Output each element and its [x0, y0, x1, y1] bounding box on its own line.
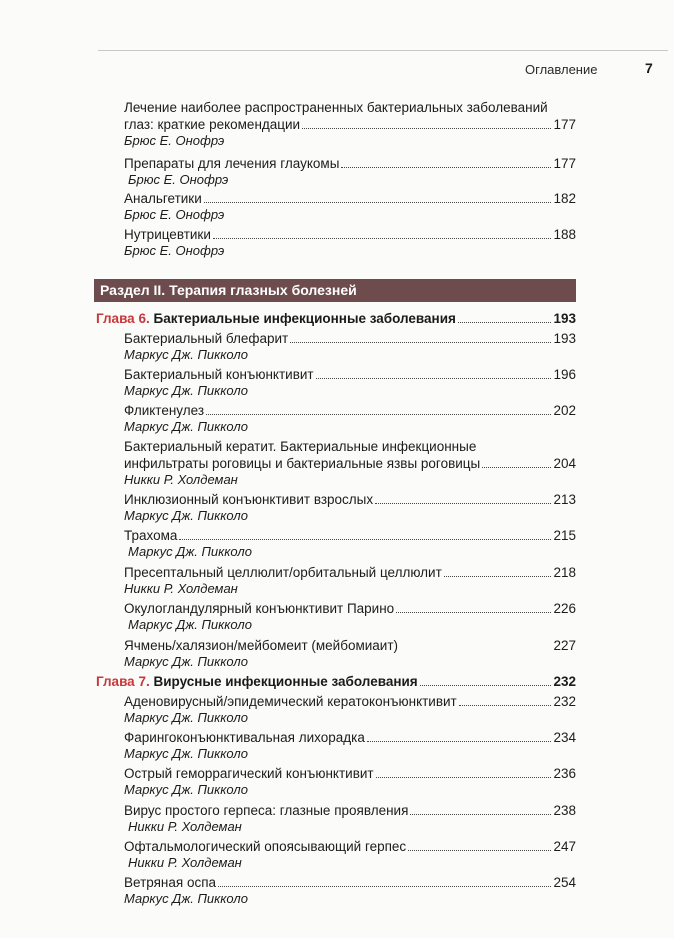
entry-title-line: Бактериальный кератит. Бактериальные инфекционные [124, 439, 477, 454]
toc-entry[interactable] [124, 637, 576, 670]
entry-title: Анальгетики [124, 191, 202, 206]
entry-row [124, 116, 576, 133]
entry-author: Маркус Дж. Пикколо [124, 419, 248, 434]
toc-entry[interactable] [124, 874, 576, 907]
toc-entry[interactable] [124, 729, 576, 762]
entry-page: 177 [553, 117, 576, 132]
entry-title-line: Лечение наиболее распространенных бактериальных заболеваний [124, 100, 548, 115]
entry-row [124, 600, 576, 617]
entry-title: Окулогландулярный конъюнктивит Парино [124, 601, 395, 616]
entry-author: Брюс Е. Онофрэ [124, 133, 225, 148]
entry-page: 193 [553, 331, 576, 346]
entry-page: 234 [553, 730, 576, 745]
entry-page: 236 [553, 766, 576, 781]
entry-row [124, 802, 576, 819]
entry-row [124, 402, 576, 419]
entry-title: Острый геморрагический конъюнктивит [124, 766, 374, 781]
entry-title: Препараты для лечения глаукомы [124, 156, 340, 171]
entry-author: Маркус Дж. Пикколо [124, 508, 248, 523]
entry-author: Никки Р. Холдеман [128, 855, 242, 870]
chapter-page: 232 [553, 674, 576, 689]
entry-author: Маркус Дж. Пикколо [124, 891, 248, 906]
entry-title: Инклюзионный конъюнктивит взрослых [124, 492, 374, 507]
entry-row [124, 729, 576, 746]
chapter-page: 193 [553, 311, 576, 326]
entry-title: Офтальмологический опоясывающий герпес [124, 839, 407, 854]
entry-author: Брюс Е. Онофрэ [124, 243, 225, 258]
entry-title: Трахома [124, 528, 178, 543]
entry-page: 188 [553, 227, 576, 242]
entry-page: 177 [553, 156, 576, 171]
entry-author: Маркус Дж. Пикколо [124, 746, 248, 761]
entry-author: Никки Р. Холдеман [124, 581, 238, 596]
entry-row [124, 226, 576, 243]
entry-title: глаз: краткие рекомендации [124, 117, 301, 132]
entry-title: Бактериальный конъюнктивит [124, 367, 314, 382]
entry-row [124, 838, 576, 855]
entry-title: Фликтенулез [124, 403, 205, 418]
entry-row [124, 637, 576, 654]
toc-entry[interactable] [124, 600, 576, 633]
entry-author: Маркус Дж. Пикколо [124, 347, 248, 362]
page-number: 7 [645, 60, 653, 76]
entry-page: 247 [553, 839, 576, 854]
entry-author: Маркус Дж. Пикколо [124, 782, 248, 797]
entry-author: Маркус Дж. Пикколо [124, 654, 248, 669]
entry-row [124, 693, 576, 710]
chapter-heading[interactable] [96, 673, 576, 690]
chapter-row [96, 673, 576, 690]
toc-entry[interactable] [124, 564, 576, 597]
entry-row [124, 155, 576, 172]
entry-title: Нутрицевтики [124, 227, 211, 242]
entry-row [124, 330, 576, 347]
entry-author: Никки Р. Холдеман [124, 472, 238, 487]
toc-entry[interactable] [124, 838, 576, 871]
entry-page: 196 [553, 367, 576, 382]
toc-entry[interactable] [124, 366, 576, 399]
entry-title: Вирус простого герпеса: глазные проявления [124, 803, 409, 818]
entry-title: инфильтраты роговицы и бактериальные язвы роговицы [124, 456, 481, 471]
entry-page: 182 [553, 191, 576, 206]
entry-row [124, 491, 576, 508]
entry-title: Бактериальный блефарит [124, 331, 289, 346]
entry-title: Фарингоконъюнктивальная лихорадка [124, 730, 365, 745]
entry-row [124, 455, 576, 472]
entry-row [124, 366, 576, 383]
running-header-rule [98, 50, 668, 51]
entry-title: Ветряная оспа [124, 875, 217, 890]
entry-page: 204 [553, 456, 576, 471]
entry-title: Ячмень/халязион/мейбомеит (мейбомиаит) [124, 638, 399, 653]
entry-page: 215 [553, 528, 576, 543]
toc-entry[interactable] [124, 765, 576, 798]
entry-author: Никки Р. Холдеман [128, 819, 242, 834]
entry-page: 238 [553, 803, 576, 818]
entry-page: 226 [553, 601, 576, 616]
entry-page: 218 [553, 565, 576, 580]
entry-author: Маркус Дж. Пикколо [128, 544, 252, 559]
entry-page: 213 [553, 492, 576, 507]
entry-page: 202 [553, 403, 576, 418]
toc-entry[interactable] [124, 438, 576, 488]
entry-title: Аденовирусный/эпидемический кератоконъюнктивит [124, 694, 457, 709]
toc-entry[interactable] [124, 190, 576, 223]
toc-entry[interactable] [124, 802, 576, 835]
section-heading[interactable]: Раздел II. Терапия глазных болезней [94, 279, 576, 302]
entry-row [124, 564, 576, 581]
entry-row [124, 765, 576, 782]
toc-entry[interactable] [124, 491, 576, 524]
chapter-heading[interactable] [96, 310, 576, 327]
entry-author: Брюс Е. Онофрэ [128, 172, 229, 187]
entry-title: Пресептальный целлюлит/орбитальный целлюлит [124, 565, 442, 580]
entry-page: 254 [553, 875, 576, 890]
chapter-label: Глава 6. [96, 311, 150, 326]
entry-row [124, 874, 576, 891]
chapter-title: Вирусные инфекционные заболевания [153, 674, 418, 689]
toc-entry[interactable] [124, 99, 576, 149]
entry-page: 227 [553, 638, 576, 653]
chapter-title: Бактериальные инфекционные заболевания [153, 311, 456, 326]
chapter-row [96, 310, 576, 327]
toc-entry[interactable] [124, 402, 576, 435]
entry-page: 232 [553, 694, 576, 709]
entry-author: Маркус Дж. Пикколо [128, 617, 252, 632]
toc-entry[interactable] [124, 226, 576, 259]
toc-entry[interactable] [124, 693, 576, 726]
entry-author: Маркус Дж. Пикколо [124, 710, 248, 725]
running-header-title: Оглавление [525, 62, 598, 77]
toc-entry[interactable] [124, 330, 576, 363]
chapter-label: Глава 7. [96, 674, 150, 689]
toc-entry[interactable] [124, 527, 576, 560]
entry-author: Маркус Дж. Пикколо [124, 383, 248, 398]
entry-author: Брюс Е. Онофрэ [124, 207, 225, 222]
toc-entry[interactable] [124, 155, 576, 188]
entry-row [124, 190, 576, 207]
entry-row [124, 527, 576, 544]
